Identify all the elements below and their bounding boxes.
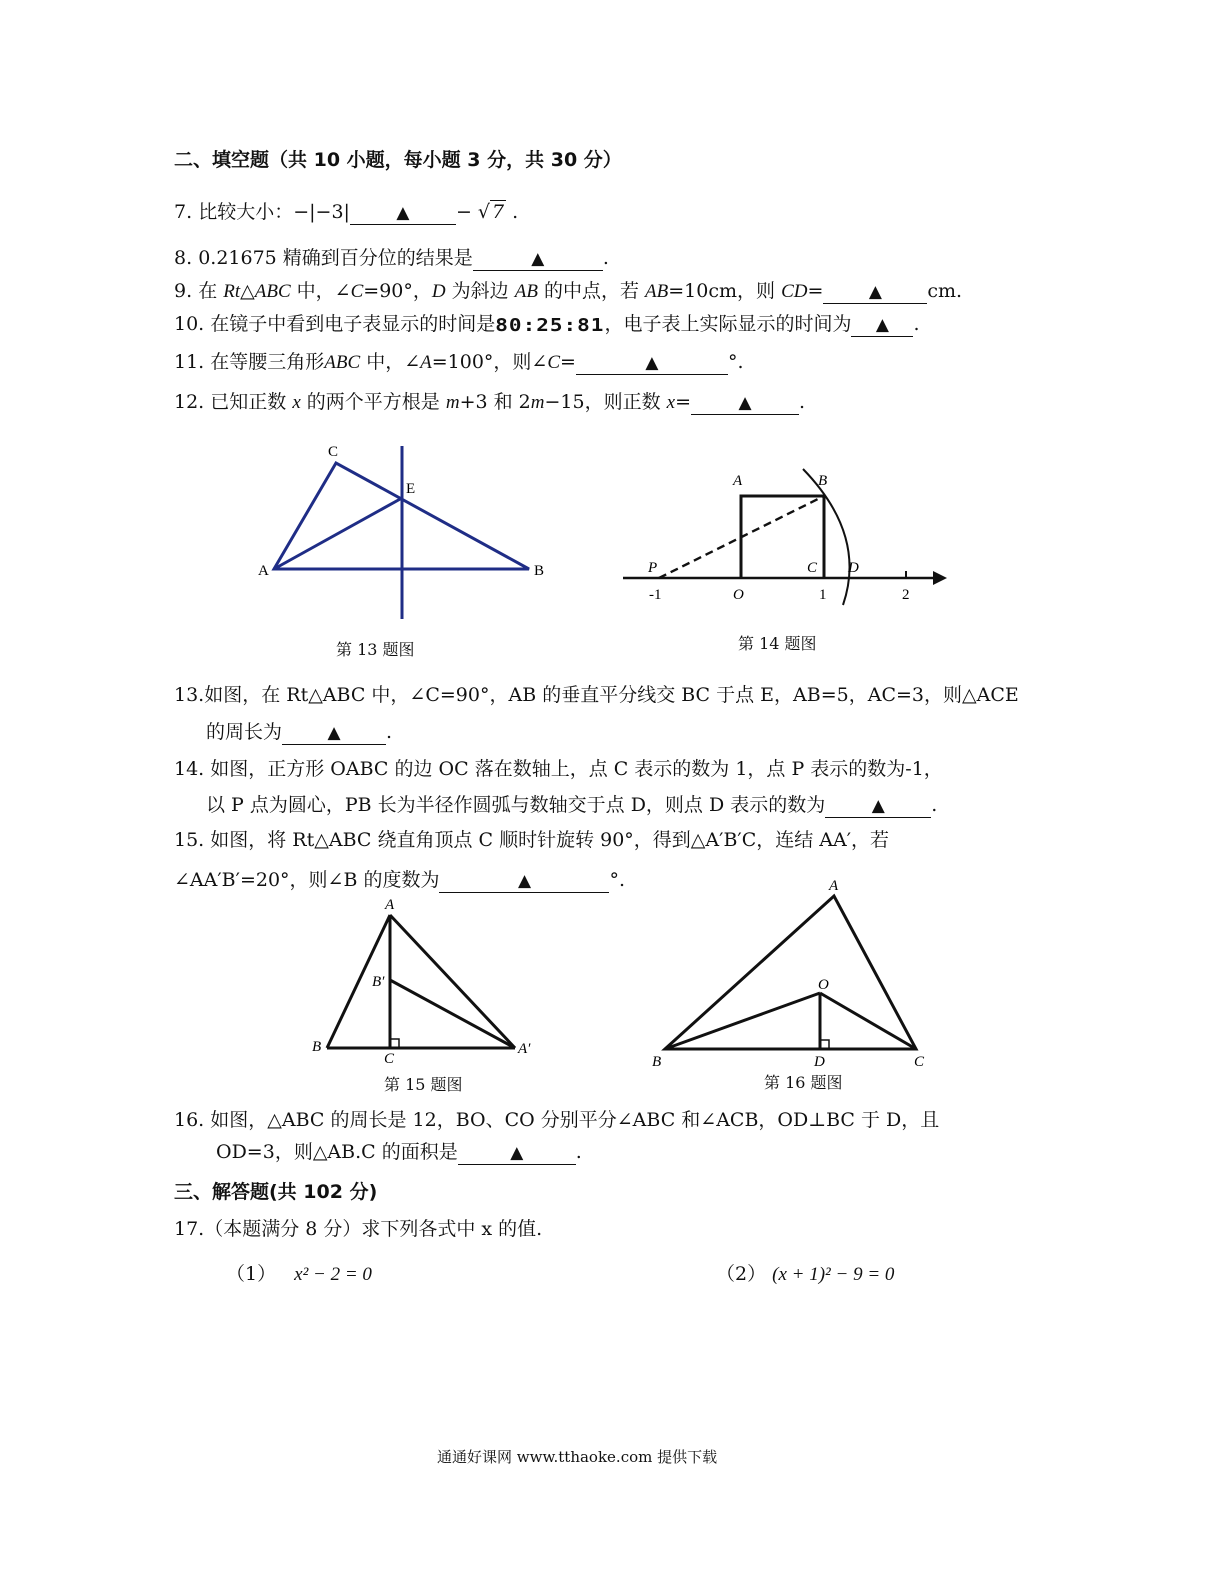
q16-answer-blank[interactable]: ▲	[458, 1142, 576, 1165]
q13-answer-blank[interactable]: ▲	[282, 722, 386, 745]
question-14-line2	[206, 793, 937, 818]
fig13-label-a: A	[258, 563, 269, 579]
q9-ab: AB	[514, 281, 538, 302]
fig16-label-b: B	[652, 1054, 662, 1070]
q12-m2: m	[530, 392, 545, 413]
q12-x2: x	[666, 392, 676, 413]
q7-end: .	[512, 201, 519, 223]
footer-credit: 通通好课网 www.tthaoke.com 提供下载	[437, 1448, 718, 1466]
fig13-caption: 第 13 题图	[336, 640, 415, 659]
figure-14	[615, 455, 960, 615]
q7-answer-blank[interactable]: ▲	[350, 202, 456, 225]
q9-text-e: 的中点，若	[537, 280, 646, 302]
q9-triangle-symbol: △	[240, 280, 255, 302]
question-11	[174, 350, 744, 375]
q16-end: .	[575, 1141, 582, 1163]
fig14-label-d: D	[848, 560, 859, 576]
q11-number: 11.	[174, 351, 205, 373]
fig15-label-b-prime: B′	[372, 974, 385, 990]
q13-text-line1: 如图，在 Rt△ABC 中，∠C=90°，AB 的垂直平分线交 BC 于点 E，AB=5，AC=3，则△ACE	[204, 684, 1019, 706]
q9-text-c: =90°，	[363, 280, 432, 302]
q16-number: 16.	[174, 1109, 205, 1131]
q10-text-a: 在镜子中看到电子表显示的时间是	[210, 313, 496, 335]
q14-text-line2: 以 P 点为圆心，PB 长为半径作圆弧与数轴交于点 D，则点 D 表示的数为	[206, 794, 826, 816]
fig14-label-c: C	[807, 560, 818, 576]
fig14-tick-label-o: O	[733, 587, 744, 603]
fig14-caption: 第 14 题图	[738, 634, 817, 653]
q12-m1: m	[445, 392, 460, 413]
q11-a: A	[420, 352, 432, 373]
q10-text-b: ，电子表上实际显示的时间为	[604, 313, 852, 335]
q11-text-c: =100°，则∠	[431, 351, 548, 373]
q7-text: 比较大小：	[198, 201, 294, 223]
q7-number: 7.	[174, 201, 193, 223]
q8-end: .	[602, 247, 609, 269]
q17-text: （本题满分 8 分）求下列各式中 x 的值.	[204, 1218, 543, 1240]
q9-end: cm.	[927, 280, 963, 302]
fig16-segment-bo	[665, 993, 820, 1049]
fig14-tick-label-2: 2	[902, 587, 910, 603]
fig15-caption: 第 15 题图	[384, 1075, 463, 1094]
q9-text-g: =	[807, 280, 824, 302]
fig14-tick-label-1: 1	[819, 587, 827, 603]
q9-answer-blank[interactable]: ▲	[823, 281, 927, 304]
q15-text-line2: ∠AA′B′=20°，则∠B 的度数为	[174, 869, 440, 891]
figure-15	[300, 893, 550, 1073]
q9-text-b: 中，∠	[290, 280, 351, 302]
q17-number: 17.	[174, 1218, 205, 1240]
q11-text-d: =	[560, 351, 576, 373]
question-13-line2	[206, 720, 392, 745]
question-15	[174, 828, 889, 852]
q16-text-line1: 如图，△ABC 的周长是 12，BO、CO 分别平分∠ABC 和∠ACB，OD⊥BC 于 D，且	[210, 1109, 940, 1131]
q17-part1-label: （1）	[226, 1263, 277, 1285]
q14-end: .	[931, 794, 938, 816]
fig14-tick-label-neg1: -1	[649, 587, 662, 603]
q9-rt: Rt	[223, 281, 241, 302]
q12-text-b: 的两个平方根是	[300, 391, 446, 413]
q9-cd: CD	[781, 281, 808, 302]
question-16-line2	[216, 1140, 582, 1165]
fig15-label-a-prime: A′	[518, 1041, 531, 1057]
q17-part2-label: （2）	[716, 1263, 767, 1285]
q12-text-a: 已知正数	[210, 391, 293, 413]
q9-text-d: 为斜边	[445, 280, 515, 302]
fig15-segment-aa	[390, 915, 515, 1048]
q10-mirror-clock: 80:25:81	[495, 314, 605, 336]
fig14-arrow-icon	[933, 571, 947, 585]
q9-c: C	[350, 281, 364, 302]
question-9	[174, 279, 962, 304]
q15-text-line1: 如图，将 Rt△ABC 绕直角顶点 C 顺时针旋转 90°，得到△A′B′C，连结 AA′，若	[210, 829, 890, 851]
q14-text-line1: 如图，正方形 OABC 的边 OC 落在数轴上，点 C 表示的数为 1，点 P 表示的数为-1，	[210, 758, 943, 780]
q15-end: °.	[609, 869, 626, 891]
q11-text-a: 在等腰三角形	[210, 351, 325, 373]
q8-answer-blank[interactable]: ▲	[473, 248, 603, 271]
q17-part-1	[226, 1262, 372, 1287]
fig15-label-c: C	[384, 1051, 395, 1067]
q17-part2-equation: (x + 1)² − 9 = 0	[772, 1264, 895, 1285]
fig16-label-c: C	[914, 1054, 925, 1070]
question-17	[174, 1217, 542, 1241]
question-16	[174, 1108, 939, 1132]
q11-c: C	[547, 352, 561, 373]
q9-abc: ABC	[254, 281, 291, 302]
fig16-caption: 第 16 题图	[764, 1073, 843, 1092]
q10-answer-blank[interactable]: ▲	[851, 314, 913, 337]
q15-number: 15.	[174, 829, 205, 851]
question-13	[174, 683, 1019, 707]
q12-text-e: =	[675, 391, 691, 413]
q13-text-line2: 的周长为	[206, 721, 283, 743]
section2-heading: 二、填空题（共 10 小题，每小题 3 分，共 30 分）	[174, 149, 622, 171]
fig15-label-a: A	[385, 897, 395, 913]
q14-answer-blank[interactable]: ▲	[825, 795, 931, 818]
figure-16	[640, 870, 950, 1075]
q9-number: 9.	[174, 280, 193, 302]
q9-d: D	[431, 281, 446, 302]
q8-text: 0.21675 精确到百分位的结果是	[198, 247, 473, 269]
fig13-label-e: E	[406, 481, 416, 497]
q17-part-2	[716, 1262, 894, 1287]
q12-answer-blank[interactable]: ▲	[691, 392, 799, 415]
q13-number: 13.	[174, 684, 205, 706]
q7-expr-left: −|−3|	[293, 201, 350, 223]
question-8	[174, 246, 609, 271]
fig13-label-b: B	[534, 563, 545, 579]
q7-minus: −	[455, 201, 472, 223]
fig13-label-c: C	[328, 444, 339, 460]
q13-end: .	[386, 721, 393, 743]
q12-number: 12.	[174, 391, 205, 413]
fig14-label-b: B	[818, 473, 828, 489]
q14-number: 14.	[174, 758, 205, 780]
question-12	[174, 390, 805, 415]
q9-text-f: =10cm，则	[668, 280, 782, 302]
fig14-label-p: P	[648, 560, 658, 576]
fig15-label-b: B	[312, 1039, 322, 1055]
q9-text-a: 在	[198, 280, 224, 302]
q11-answer-blank[interactable]: ▲	[576, 352, 728, 375]
question-10	[174, 311, 920, 337]
fig14-label-a: A	[733, 473, 743, 489]
fig16-label-d: D	[814, 1054, 825, 1070]
q12-text-d: −15，则正数	[544, 391, 667, 413]
fig16-label-a: A	[829, 878, 839, 894]
q11-abc: ABC	[324, 352, 361, 373]
fig16-label-o: O	[818, 977, 829, 993]
q9-ab2: AB	[645, 281, 669, 302]
fig15-segment-ba2	[390, 980, 515, 1048]
q17-part1-equation: x² − 2 = 0	[294, 1264, 372, 1285]
q11-end: °.	[727, 351, 744, 373]
q10-end: .	[913, 313, 920, 335]
section3-heading: 三、解答题(共 102 分)	[174, 1181, 378, 1203]
q10-number: 10.	[174, 313, 205, 335]
q12-end: .	[799, 391, 806, 413]
q12-x: x	[292, 392, 301, 413]
q8-number: 8.	[174, 247, 193, 269]
question-15-line2	[174, 868, 625, 893]
question-7	[174, 200, 518, 225]
q11-text-b: 中，∠	[360, 351, 421, 373]
q15-answer-blank[interactable]: ▲	[439, 870, 609, 893]
fig14-arc	[803, 469, 850, 605]
figure-13	[250, 435, 570, 625]
q16-text-line2: OD=3，则△AB.C 的面积是	[216, 1141, 458, 1163]
q7-sqrt: √ 7	[477, 201, 505, 223]
q12-text-c: +3 和 2	[459, 391, 531, 413]
question-14	[174, 757, 943, 781]
